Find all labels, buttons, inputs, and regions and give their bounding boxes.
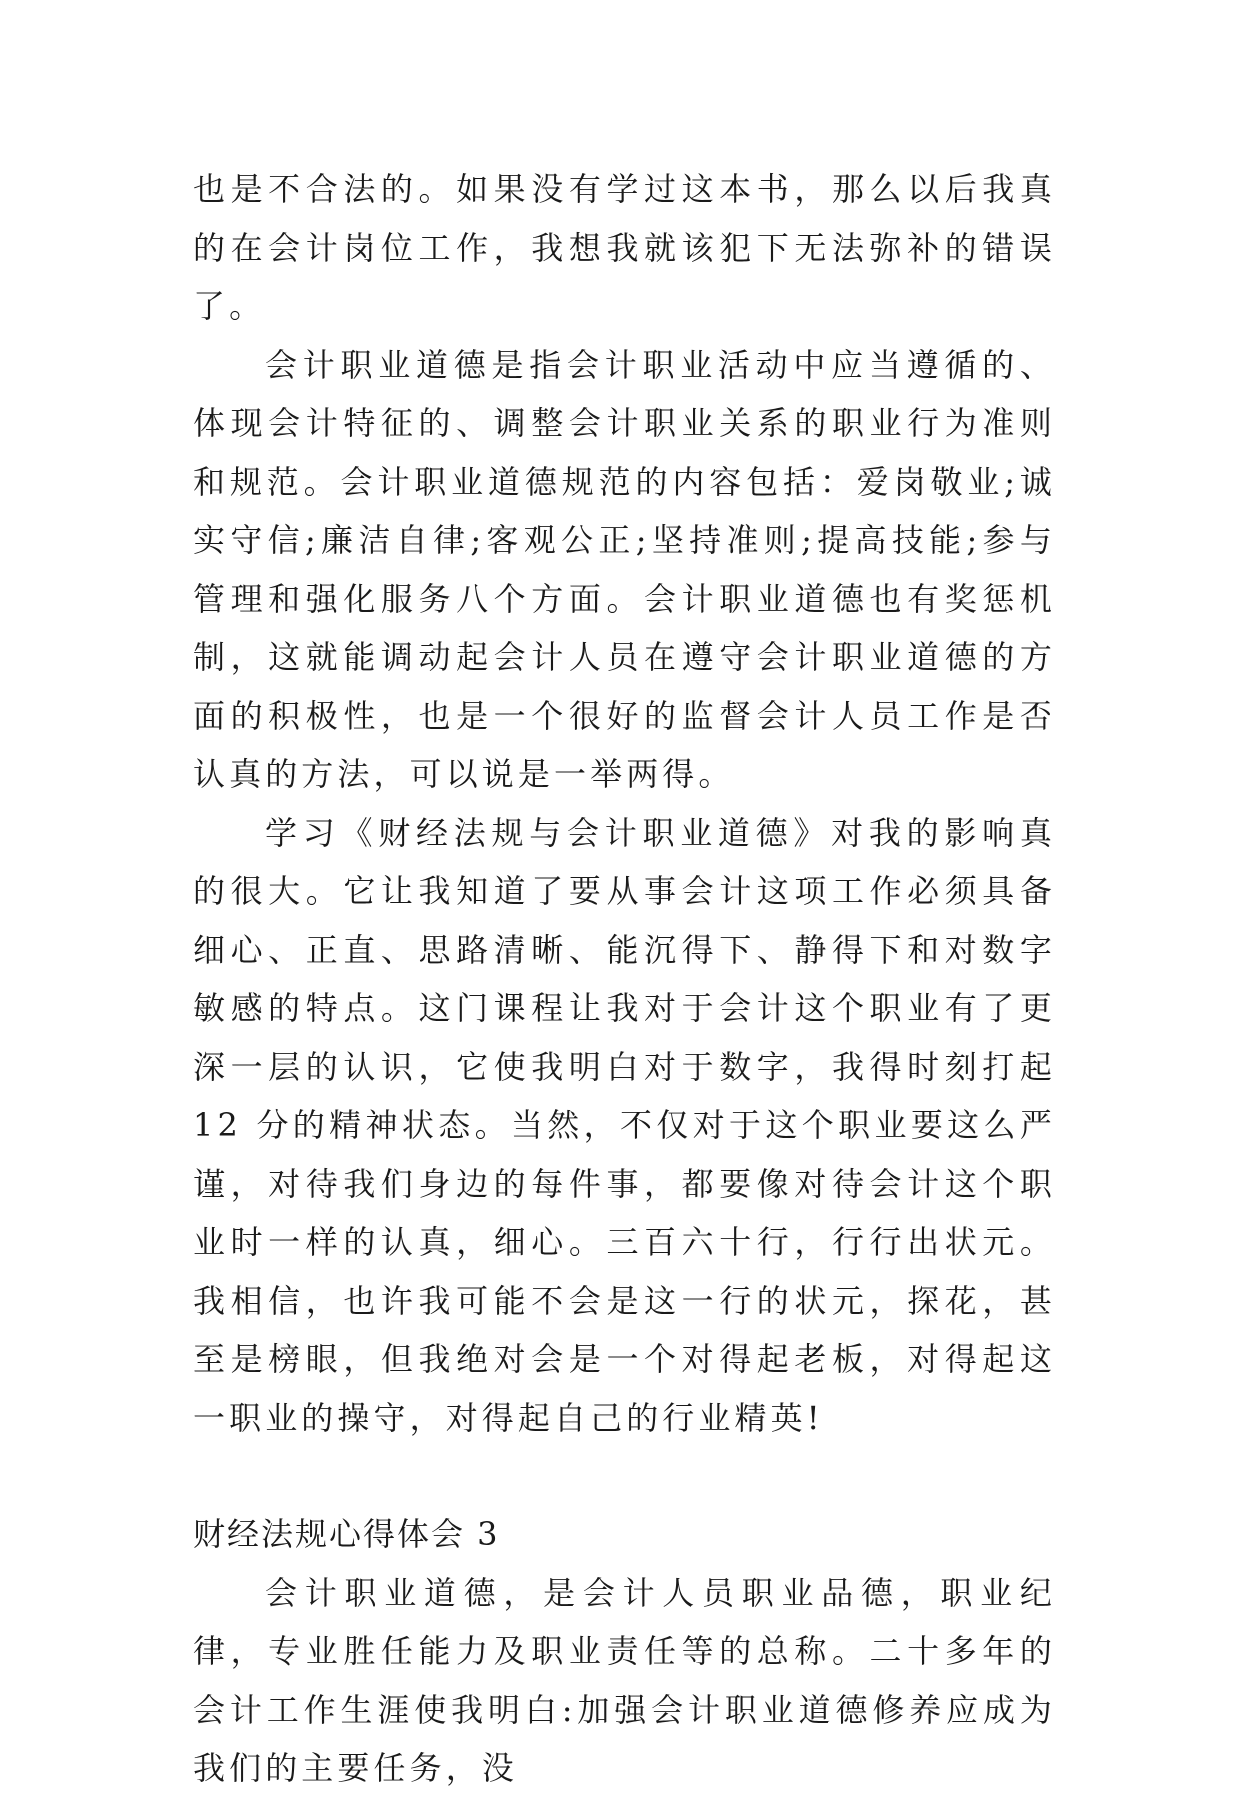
section-heading: 财经法规心得体会 3: [193, 1515, 500, 1553]
paragraph-continuation: 也是不合法的。如果没有学过这本书，那么以后我真的在会计岗位工作，我想我就该犯下无法弥补的错误了。: [193, 170, 1056, 325]
paragraph-section-3-intro: 会计职业道德，是会计人员职业品德，职业纪律，专业胜任能力及职业责任等的总称。二十多年的会计工作生涯使我明白:加强会计职业道德修养应成为我们的主要任务，没: [193, 1573, 1056, 1787]
paragraph-study-impact: 学习《财经法规与会计职业道德》对我的影响真的很大。它让我知道了要从事会计这项工作必须具备细心、正直、思路清晰、能沉得下、静得下和对数字敏感的特点。这门课程让我对于会计这个职业有了更深一层的认识，它使我明白对于数字，我得时刻打起 12 分的精神状态。当然，不仅对于这个职业要这么严谨，对待我们身边的每件事，都要像对待会计这个职业时一样的认真，细心。三百六十行，行行出状元。我相信，也许我可能不会是这一行的状元，探花，甚至是榜眼，但我绝对会是一个对得起老板，对得起这一职业的操守，对得起自己的行业精英!: [193, 813, 1056, 1437]
paragraph-professional-ethics: 会计职业道德是指会计职业活动中应当遵循的、体现会计特征的、调整会计职业关系的职业行为准则和规范。会计职业道德规范的内容包括：爱岗敬业;诚实守信;廉洁自律;客观公正;坚持准则;提高技能;参与管理和强化服务八个方面。会计职业道德也有奖惩机制，这就能调动起会计人员在遵守会计职业道德的方面的积极性，也是一个很好的监督会计人员工作是否认真的方法，可以说是一举两得。: [193, 345, 1056, 793]
document-page: [193, 160, 1056, 1798]
